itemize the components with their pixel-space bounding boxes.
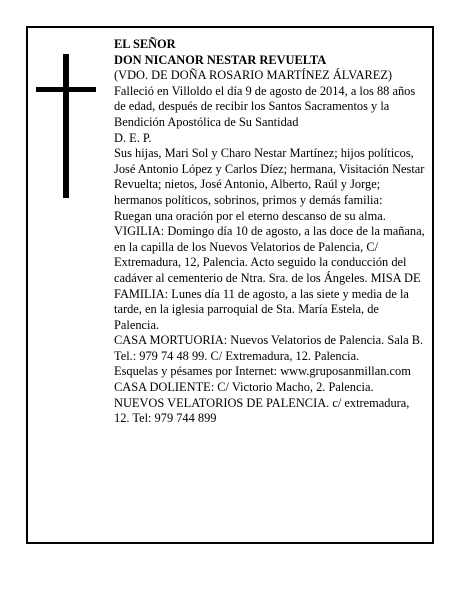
- death-notice: Falleció en Villoldo el día 9 de agosto de 2014, a los 88 años de edad, después de recibir los Santos Sacramentos y la Bendición Apostólica de Su Santidad: [114, 83, 416, 129]
- internet-condolences: Esquelas y pésames por Internet: www.gruposanmillan.com: [114, 364, 411, 379]
- cross-horizontal-bar: [36, 87, 96, 92]
- funeral-services: VIGILIA: Domingo día 10 de agosto, a las doce de la mañana, en la capilla de los Nuevos Velatorios de Palencia, C/ Extremadura, 12, Palencia. Acto seguido la conducción del cadáver al cementerio de Ntra. Sra. de los Ángeles. MISA DE FAMILIA: Lunes día 11 de agosto, a las siete y media de la tarde, en la iglesia parroquial de Sta. María Estela, de Palencia.: [114, 224, 425, 332]
- rip-line: D. E. P.: [114, 130, 152, 145]
- cross-vertical-bar: [63, 54, 69, 198]
- family-members: Sus hijas, Mari Sol y Charo Nestar Martínez; hijos políticos, José Antonio López y Carlos Díez; hermana, Visitación Nestar Revuelta; nietos, José Antonio, Alberto, Raúl y Jorge; hermanos políticos, sobrinos, primos y demás familia:: [114, 146, 425, 207]
- funeral-home: NUEVOS VELATORIOS DE PALENCIA. c/ extremadura, 12. Tel: 979 744 899: [114, 395, 410, 426]
- deceased-name: DON NICANOR NESTAR REVUELTA: [114, 52, 327, 67]
- cross-icon: [36, 54, 96, 198]
- mortuary-info: CASA MORTUORIA: Nuevos Velatorios de Palencia. Sala B. Tel.: 979 74 48 99. C/ Extremadura, 12. Palencia.: [114, 333, 424, 363]
- prayer-request: Ruegan una oración por el eterno descanso de su alma.: [114, 208, 386, 223]
- obituary-text: [114, 37, 426, 427]
- grieving-home: CASA DOLIENTE: C/ Victorio Macho, 2. Palencia.: [114, 380, 374, 395]
- title-el-senor: EL SEÑOR: [114, 37, 176, 51]
- widower-of: (VDO. DE DOÑA ROSARIO MARTÍNEZ ÁLVAREZ): [114, 68, 393, 83]
